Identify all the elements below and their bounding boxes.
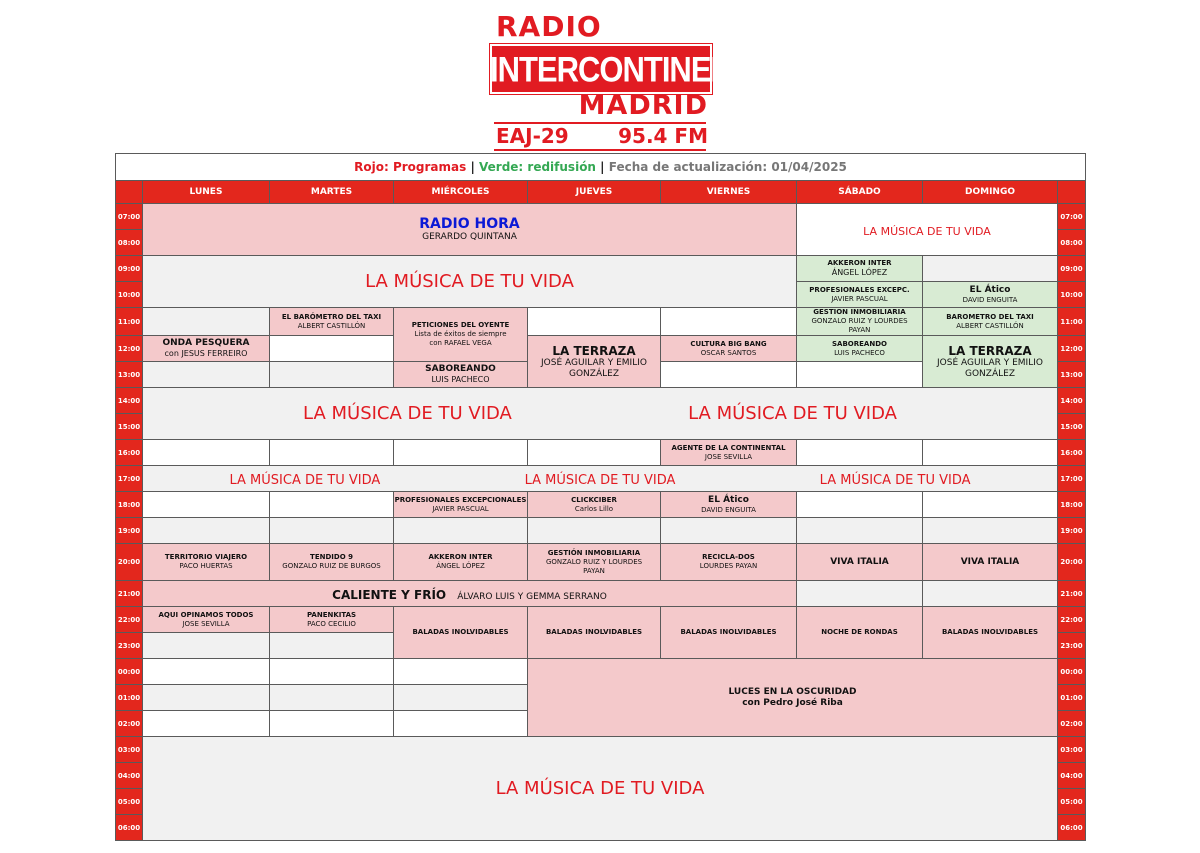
program-title: LA MÚSICA DE TU VIDA <box>524 473 676 488</box>
empty-slot <box>270 492 394 518</box>
program-host: ÁNGEL LÓPEZ <box>831 268 888 277</box>
hour-label: 19:00 <box>116 518 143 544</box>
empty-slot <box>797 492 923 518</box>
program-title: VIVA ITALIA <box>830 556 889 567</box>
program-cultura-fri <box>661 336 797 362</box>
empty-slot <box>923 440 1058 466</box>
program-title: EL BARÓMETRO DEL TAXI <box>281 312 382 321</box>
logo-intercontinental-text: INTERCONTINENTAL <box>490 49 787 90</box>
hour-label: 13:00 <box>1058 362 1086 388</box>
program-title: PROFESIONALES EXCEPC. <box>809 285 910 294</box>
hour-label: 01:00 <box>116 685 143 711</box>
program-host-cont: PAYAN <box>583 566 605 575</box>
empty-slot <box>270 659 394 685</box>
legend-bar <box>116 154 1086 181</box>
empty-slot <box>143 711 270 737</box>
program-title: EL Ático <box>969 284 1011 295</box>
program-musica-afternoon <box>143 388 1058 440</box>
program-terraza-thu <box>528 336 661 388</box>
empty-slot <box>143 308 270 336</box>
program-host: LUIS PACHECO <box>431 375 490 384</box>
program-title: CLICKCIBER <box>571 495 617 504</box>
program-host: DAVID ENGUITA <box>701 505 756 514</box>
empty-slot <box>270 336 394 362</box>
hour-label: 11:00 <box>1058 308 1086 336</box>
program-host: GERARDO QUINTANA <box>422 232 517 242</box>
program-host: DAVID ENGUITA <box>962 295 1018 304</box>
program-panenkitas-tue <box>270 607 394 633</box>
program-host: JOSE SEVILLA <box>704 452 753 461</box>
program-title: LA MÚSICA DE TU VIDA <box>229 473 381 488</box>
program-baladas-wed <box>394 607 528 659</box>
program-host: PACO HUERTAS <box>179 562 233 570</box>
hour-label: 04:00 <box>116 763 143 789</box>
program-host: ÁLVARO LUIS Y GEMMA SERRANO <box>457 592 607 602</box>
program-title: AQUI OPINAMOS TODOS <box>158 610 254 619</box>
empty-slot <box>661 362 797 388</box>
program-title: AKKERON INTER <box>827 259 892 267</box>
program-title: GESTION INMOBILIARIA <box>813 308 906 316</box>
hour-label: 04:00 <box>1058 763 1086 789</box>
program-title: GESTIÓN INMOBILIARIA <box>547 548 641 557</box>
hour-label: 08:00 <box>1058 230 1086 256</box>
hour-label: 21:00 <box>116 581 143 607</box>
program-host: JOSÉ AGUILAR Y EMILIO GONZÁLEZ <box>541 357 647 379</box>
hour-label: 06:00 <box>1058 815 1086 841</box>
empty-slot <box>923 256 1058 282</box>
program-profesionales-wed <box>394 492 528 518</box>
program-host: con JESUS FERREIRO <box>164 349 248 358</box>
legend-update-date: Fecha de actualización: 01/04/2025 <box>608 160 847 174</box>
program-title: LA MÚSICA DE TU VIDA <box>495 778 705 799</box>
program-host: GONZALO RUIZ DE BURGOS <box>282 562 381 570</box>
program-musica-17 <box>143 466 1058 492</box>
program-saboreando-wed <box>394 362 528 388</box>
program-title: EL Ático <box>708 494 749 505</box>
empty-slot <box>270 518 394 544</box>
program-title: LA MÚSICA DE TU VIDA <box>863 225 991 238</box>
empty-slot <box>143 492 270 518</box>
hour-label: 05:00 <box>1058 789 1086 815</box>
hour-label: 03:00 <box>1058 737 1086 763</box>
legend-programs: Rojo: Programas <box>354 160 467 174</box>
day-header: MARTES <box>270 181 394 204</box>
empty-slot <box>923 581 1058 607</box>
program-host: ALBERT CASTILLÓN <box>297 321 366 330</box>
program-musica-weekend-morning <box>797 204 1058 256</box>
program-onda-pesquera <box>143 336 270 362</box>
logo-madrid-text: MADRID <box>578 90 708 121</box>
program-title: LA MÚSICA DE TU VIDA <box>303 403 512 424</box>
empty-slot <box>143 659 270 685</box>
program-host: JOSE SEVILLA <box>182 619 230 628</box>
empty-slot <box>528 518 661 544</box>
program-gestion-sat <box>797 308 923 336</box>
program-agente-fri <box>661 440 797 466</box>
program-saboreando-sat <box>797 336 923 362</box>
legend-rebroadcast: Verde: redifusión <box>479 160 596 174</box>
hour-label: 00:00 <box>1058 659 1086 685</box>
hour-label: 23:00 <box>116 633 143 659</box>
program-luces-oscuridad <box>528 659 1058 737</box>
program-title: LA TERRAZA <box>552 343 636 358</box>
program-title: LA MÚSICA DE TU VIDA <box>365 271 574 292</box>
hour-label: 22:00 <box>1058 607 1086 633</box>
empty-slot <box>797 362 923 388</box>
program-recicla-fri <box>661 544 797 581</box>
program-title: RECICLA-DOS <box>702 553 755 561</box>
program-host: Carlos Lillo <box>574 504 614 513</box>
empty-slot <box>923 492 1058 518</box>
hour-label: 09:00 <box>1058 256 1086 282</box>
hour-label: 09:00 <box>116 256 143 282</box>
program-aqui-opinamos-mon <box>143 607 270 633</box>
program-host: GONZALO RUIZ Y LOURDES <box>811 317 908 325</box>
program-subtitle: Lista de éxitos de siempre <box>414 330 507 338</box>
program-title: BAROMETRO DEL TAXI <box>946 312 1034 321</box>
hour-label: 00:00 <box>116 659 143 685</box>
empty-slot <box>528 308 661 336</box>
program-host: GONZALO RUIZ Y LOURDES <box>545 557 643 566</box>
hour-label: 10:00 <box>116 282 143 308</box>
program-host-cont: PAYAN <box>848 326 871 334</box>
legend-separator: | <box>470 160 475 174</box>
logo-call-sign: EAJ-29 <box>496 124 569 148</box>
program-clickciber-thu <box>528 492 661 518</box>
program-title: LUCES EN LA OSCURIDAD <box>728 686 857 697</box>
program-title: LA MÚSICA DE TU VIDA <box>688 403 897 424</box>
station-logo <box>490 8 787 148</box>
program-baladas-sun <box>923 607 1058 659</box>
empty-slot <box>143 685 270 711</box>
header-corner-left <box>116 181 143 204</box>
hour-label: 07:00 <box>1058 204 1086 230</box>
empty-slot <box>394 518 528 544</box>
empty-slot <box>661 308 797 336</box>
day-header: JUEVES <box>528 181 661 204</box>
empty-slot <box>797 440 923 466</box>
hour-label: 23:00 <box>1058 633 1086 659</box>
empty-slot <box>143 440 270 466</box>
hour-label: 19:00 <box>1058 518 1086 544</box>
program-title: CULTURA BIG BANG <box>690 339 767 348</box>
logo-frequency: 95.4 FM <box>618 124 708 148</box>
program-host: JAVIER PASCUAL <box>831 294 888 303</box>
program-barometro-tue <box>270 308 394 336</box>
program-elatico-fri <box>661 492 797 518</box>
program-host: JOSÉ AGUILAR Y EMILIO GONZÁLEZ <box>937 357 1043 379</box>
program-title: BALADAS INOLVIDABLES <box>680 628 777 636</box>
program-title: ONDA PESQUERA <box>162 338 250 348</box>
program-musica-night <box>143 737 1058 841</box>
hour-label: 20:00 <box>1058 544 1086 581</box>
empty-slot <box>270 633 394 659</box>
hour-label: 22:00 <box>116 607 143 633</box>
program-title: AGENTE DE LA CONTINENTAL <box>671 443 786 452</box>
hour-label: 07:00 <box>116 204 143 230</box>
hour-label: 03:00 <box>116 737 143 763</box>
empty-slot <box>270 711 394 737</box>
program-title: LA TERRAZA <box>948 343 1032 358</box>
hour-label: 20:00 <box>116 544 143 581</box>
program-host: LUIS PACHECO <box>834 348 885 357</box>
program-title: AKKERON INTER <box>428 553 493 561</box>
empty-slot <box>270 362 394 388</box>
program-profesionales-sat <box>797 282 923 308</box>
schedule-table <box>115 153 1086 841</box>
empty-slot <box>394 659 528 685</box>
day-header: VIERNES <box>661 181 797 204</box>
program-title: CALIENTE Y FRÍO <box>332 588 447 602</box>
program-title: PETICIONES DEL OYENTE <box>411 321 510 329</box>
hour-label: 15:00 <box>1058 414 1086 440</box>
program-title: BALADAS INOLVIDABLES <box>545 628 643 636</box>
empty-slot <box>143 633 270 659</box>
hour-label: 02:00 <box>1058 711 1086 737</box>
program-caliente-frio <box>143 581 797 607</box>
program-barometro-sun <box>923 308 1058 336</box>
program-title: BALADAS INOLVIDABLES <box>412 628 509 636</box>
empty-slot <box>270 685 394 711</box>
program-title: SABOREANDO <box>832 339 887 348</box>
program-akkeron-wed <box>394 544 528 581</box>
program-host: PACO CECILIO <box>307 619 356 628</box>
program-host: con Pedro José Riba <box>742 697 843 708</box>
program-title: LA MÚSICA DE TU VIDA <box>819 473 971 488</box>
program-gestion-thu <box>528 544 661 581</box>
hour-label: 02:00 <box>116 711 143 737</box>
day-header: DOMINGO <box>923 181 1058 204</box>
hour-label: 06:00 <box>116 815 143 841</box>
hour-label: 14:00 <box>116 388 143 414</box>
empty-slot <box>394 685 528 711</box>
program-viva-sun <box>923 544 1058 581</box>
hour-label: 16:00 <box>1058 440 1086 466</box>
program-host: ALBERT CASTILLÓN <box>956 321 1024 330</box>
program-radio-hora <box>143 204 797 256</box>
program-peticiones-wed <box>394 308 528 362</box>
hour-label: 18:00 <box>1058 492 1086 518</box>
program-territorio-mon <box>143 544 270 581</box>
legend-separator: | <box>600 160 605 174</box>
hour-label: 05:00 <box>116 789 143 815</box>
hour-label: 17:00 <box>116 466 143 492</box>
empty-slot <box>143 362 270 388</box>
empty-slot <box>270 440 394 466</box>
program-musica-weekday <box>143 256 797 308</box>
program-host: LOURDES PAYAN <box>699 562 758 570</box>
program-title: TERRITORIO VIAJERO <box>164 553 248 561</box>
hour-label: 13:00 <box>116 362 143 388</box>
empty-slot <box>797 518 923 544</box>
hour-label: 18:00 <box>116 492 143 518</box>
program-host: OSCAR SANTOS <box>700 348 757 357</box>
hour-label: 12:00 <box>116 336 143 362</box>
hour-label: 01:00 <box>1058 685 1086 711</box>
program-title: BALADAS INOLVIDABLES <box>941 628 1039 636</box>
program-elatico-sun <box>923 282 1058 308</box>
logo-divider-bottom <box>494 149 706 151</box>
empty-slot <box>923 518 1058 544</box>
logo-radio-text: RADIO <box>496 10 602 43</box>
empty-slot <box>661 518 797 544</box>
program-title: SABOREANDO <box>425 364 496 374</box>
program-title: NOCHE DE RONDAS <box>821 628 898 636</box>
program-baladas-fri <box>661 607 797 659</box>
program-title: PANENKITAS <box>306 610 357 619</box>
program-host: JAVIER PASCUAL <box>432 504 489 513</box>
hour-label: 16:00 <box>116 440 143 466</box>
program-viva-sat <box>797 544 923 581</box>
empty-slot <box>528 440 661 466</box>
program-title: PROFESIONALES EXCEPCIONALES <box>394 495 527 504</box>
empty-slot <box>394 440 528 466</box>
program-host: ÁNGEL LÓPEZ <box>436 562 485 570</box>
program-tendido-tue <box>270 544 394 581</box>
hour-label: 21:00 <box>1058 581 1086 607</box>
hour-label: 08:00 <box>116 230 143 256</box>
empty-slot <box>394 711 528 737</box>
header-corner-right <box>1058 181 1086 204</box>
hour-label: 11:00 <box>116 308 143 336</box>
hour-label: 12:00 <box>1058 336 1086 362</box>
day-header: LUNES <box>143 181 270 204</box>
program-terraza-sun <box>923 336 1058 388</box>
day-header: SÁBADO <box>797 181 923 204</box>
program-noche-rondas-sat <box>797 607 923 659</box>
program-baladas-thu <box>528 607 661 659</box>
program-title: VIVA ITALIA <box>960 556 1020 567</box>
program-akkeron-sat <box>797 256 923 282</box>
day-header: MIÉRCOLES <box>394 181 528 204</box>
program-title: RADIO HORA <box>419 216 520 232</box>
hour-label: 17:00 <box>1058 466 1086 492</box>
empty-slot <box>143 518 270 544</box>
program-title: TENDIDO 9 <box>310 553 353 561</box>
hour-label: 15:00 <box>116 414 143 440</box>
program-host: con RAFAEL VEGA <box>429 339 492 347</box>
hour-label: 14:00 <box>1058 388 1086 414</box>
empty-slot <box>797 581 923 607</box>
hour-label: 10:00 <box>1058 282 1086 308</box>
